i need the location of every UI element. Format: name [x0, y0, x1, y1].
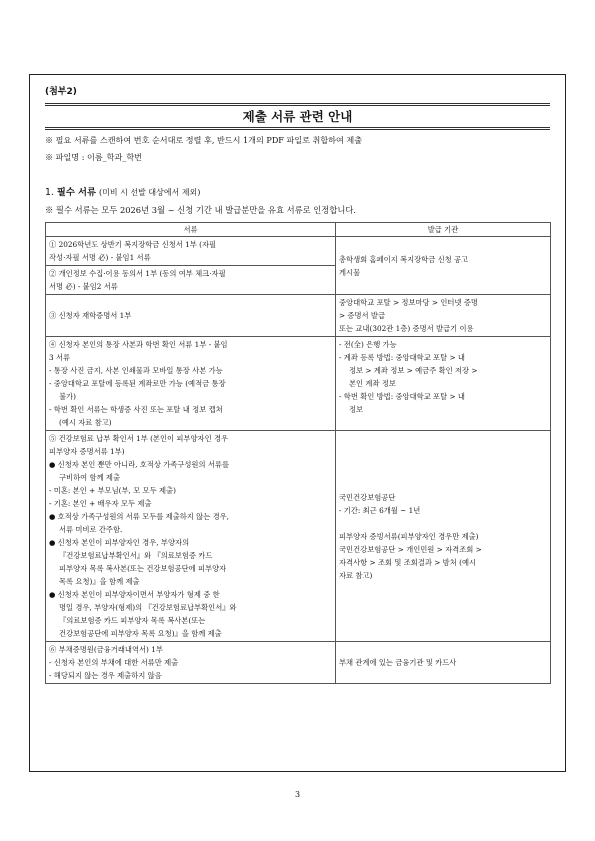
doc-line: 『건강보험료납부확인서』와 『의료보험증 카드 [59, 551, 213, 560]
section-subnote: ※ 필수 서류는 모두 2026년 3월 ~ 신청 기간 내 발급분만을 유효 서류로 인정합니다. [45, 205, 356, 215]
attachment-label: (첨부2) [45, 87, 77, 97]
table-row [46, 337, 551, 431]
agency-line: 국민건강보험공단 > 개인민원 > 자격조회 > [339, 544, 482, 554]
doc-line: - 신청자 본인의 부채에 대한 서류만 제출 [49, 658, 179, 667]
doc-line: ② 개인정보 수집·이용 동의서 1부 (동의 여부 체크·자필 [49, 269, 226, 278]
doc-line: ⑤ 건강보험료 납부 확인서 1부 (본인이 피부양자인 경우 [49, 434, 229, 443]
header-agency: 발급 기관 [336, 223, 551, 237]
agency-line: 피부양자 증빙서류(피부양자인 경우만 제출) [339, 531, 479, 541]
agency-line: 정보 [349, 405, 364, 414]
doc-line: 3 서류 [49, 353, 71, 362]
doc-cell [46, 266, 336, 295]
doc-line: ● 신청자 본인 뿐만 아니라, 호적상 가족구성원의 서류를 [49, 460, 229, 469]
agency-line: 총학생회 홈페이지 복지장학금 신청 공고 [339, 254, 469, 264]
agency-line: 본인 계좌 정보 [349, 379, 396, 388]
doc-line: - 학번 확인 서류는 학생증 사진 또는 포탈 내 정보 캡쳐 [49, 405, 223, 414]
doc-line: ● 신청자 본인이 피부양자이면서 부양자가 형제 중 한 [49, 590, 220, 599]
agency-cell [336, 295, 551, 337]
doc-line: 구비하여 함께 제출 [59, 473, 121, 482]
doc-line: ⑥ 부채증명원(금융거래내역서) 1부 [49, 645, 163, 654]
doc-line: 서명 必) - 붙임2 서류 [49, 282, 118, 291]
doc-cell [46, 295, 336, 337]
agency-line: 국민건강보험공단 [339, 492, 396, 502]
doc-line: 피부양자 목록 복사본(또는 건강보험공단에 피부양자 [59, 564, 227, 573]
note-scan: ※ 필요 서류를 스캔하여 번호 순서대로 정렬 후, 반드시 1개의 PDF 파일로 취합하여 제출 [45, 135, 363, 145]
doc-line: 불가) [59, 392, 76, 401]
doc-cell [46, 237, 336, 266]
agency-line: - 전(全) 은행 가능 [339, 340, 397, 349]
agency-line: > 증명서 발급 [339, 311, 385, 320]
table-row [46, 642, 551, 684]
doc-cell [46, 642, 336, 684]
doc-line: - 미혼: 본인 + 부모님(부, 모 모두 제출) [49, 486, 176, 495]
agency-line: - 계좌 등록 방법: 중앙대학교 포탈 > 내 [339, 353, 465, 362]
doc-line: (예시 자료 참고) [59, 418, 112, 427]
doc-line: ● 신청자 본인이 피부양자인 경우, 부양자의 [49, 538, 190, 547]
agency-line: 또는 교내(302관 1층) 증명서 발급기 이용 [339, 324, 474, 333]
doc-line: ③ 신청자 재학증명서 1부 [49, 311, 132, 320]
agency-line [339, 517, 547, 530]
table-row [46, 295, 551, 337]
section-note: (미비 시 선발 대상에서 제외) [98, 188, 201, 197]
agency-cell [336, 642, 551, 684]
section-heading [45, 184, 200, 198]
agency-cell [336, 337, 551, 431]
doc-line: 피부양자 증명서류 1부) [49, 447, 125, 456]
table-row [46, 237, 551, 266]
doc-line: ① 2026학년도 상반기 복지장학금 신청서 1부 (자필 [49, 240, 217, 249]
page-number: 3 [294, 790, 301, 799]
doc-line: 건강보험공단에 피부양자 목록 요청)』을 함께 제출 [59, 629, 222, 638]
section-title: 필수 서류 [56, 187, 97, 198]
agency-cell [336, 237, 551, 295]
agency-line: 자료 참고) [339, 570, 373, 580]
agency-cell [336, 431, 551, 642]
doc-line: - 해당되지 않는 경우 제출하지 않음 [49, 671, 162, 680]
agency-line: - 학번 확인 방법: 중앙대학교 포탈 > 내 [339, 392, 465, 401]
doc-line: 목록 요청)』을 함께 제출 [59, 577, 140, 586]
agency-line: 정보 > 계좌 정보 > 예금주 확인 저장 > [349, 366, 478, 375]
agency-line: 자격사항 > 조회 및 조회결과 > 밤처 (예시 [339, 557, 477, 567]
doc-line: 서류 미비로 간주함. [59, 525, 123, 534]
doc-line: 『의료보험증 카드 피부양자 목록 복사본(또는 [59, 616, 206, 625]
doc-line: ● 호적상 가족구성원의 서류 모두를 제출하지 않는 경우, [49, 512, 229, 521]
doc-cell [46, 337, 336, 431]
doc-line: 작성·자필 서명 必) - 붙임1 서류 [49, 253, 151, 262]
table-header-row [46, 223, 551, 237]
doc-line: ④ 신청자 본인의 통장 사본과 학번 확인 서류 1부 - 붙임 [49, 340, 228, 349]
doc-line: 명일 경우, 부양자(형제)의 『건강보험료납부확인서』와 [59, 603, 237, 612]
doc-line: - 통장 사진 금지, 사본 인쇄물과 모바일 통장 사본 가능 [49, 366, 223, 375]
agency-line: 게시물 [339, 267, 361, 277]
doc-line: - 기혼: 본인 + 배우자 모두 제출 [49, 499, 152, 508]
section-number: 1. [45, 187, 54, 198]
agency-line: 중앙대학교 포탈 > 정보마당 > 인터넷 증명 [339, 298, 478, 307]
agency-line: - 기간: 최근 6개월 ~ 1년 [339, 505, 421, 515]
doc-line: - 중앙대학교 포탈에 등록된 계좌로만 가능 (예적금 통장 [49, 379, 226, 388]
header-documents: 서류 [46, 223, 336, 237]
agency-line: 부채 관계에 있는 금융기관 및 카드사 [339, 658, 457, 667]
doc-cell [46, 431, 336, 642]
page-title: 제출 서류 관련 안내 [45, 103, 550, 130]
table-row [46, 431, 551, 642]
note-filename: ※ 파일명 : 이름_학과_학번 [45, 152, 143, 162]
documents-table [45, 222, 551, 684]
